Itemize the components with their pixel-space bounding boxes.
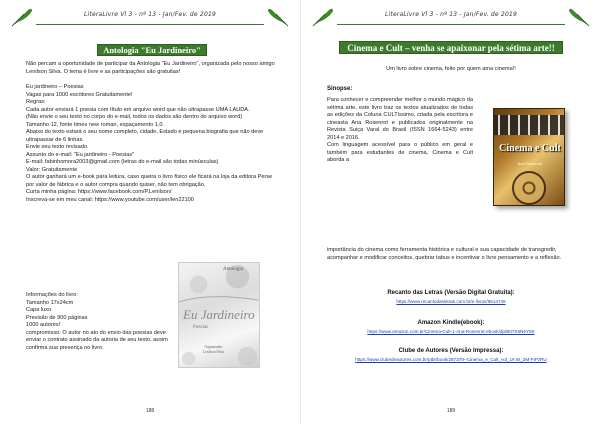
sinopse-paragraph: Para conhecer e compreender melhor o mundo mágico da sétima arte, este livro traz os textos atualizados de todas as edições da Coluna CULTíssimo, criada pela escritora e cineasta Ana Rosenrot e publicados originalmente na Revista Suiça Varal do Brasil (ISSN 1664-5243) entre 2014 e 2016. [327, 97, 473, 141]
cover-title: Eu Jardineiro [183, 307, 255, 322]
quill-icon [311, 6, 335, 28]
film-strip-graphic [494, 115, 565, 135]
text-line: Eu jardineiro – Poesias [26, 84, 84, 90]
sinopse-end-text: importância do cinema como ferramenta histórica e cultural e sua capacidade de transgredir, acompanhar e modificar conceitos, quebrar tabus e incentivar o livre pensamento e a reflexão. [327, 247, 562, 261]
text-line: Envie seu texto revisado. [26, 144, 89, 150]
cover-organizer-name: Lenilson Silva [203, 349, 224, 354]
recanto-link[interactable]: https://www.recantodasletras.com.br/e-livros/6514745 [396, 299, 506, 304]
page-header [311, 4, 591, 30]
header-title: LiteraLivre Vl 3 - nº 13 - Jan/Fev. de 2019 [83, 11, 217, 18]
page-number: 188 [145, 408, 155, 414]
text-line: Tamanho 12, fonte times new roman, espaçamento 1,0. [26, 121, 165, 128]
cover-title: Cinema e Cult [499, 143, 561, 154]
cover-top-text: Antologia [223, 267, 243, 272]
text-line: 1000 autores! [26, 322, 61, 328]
cover-subtitle: Poesias [193, 325, 208, 330]
intro-paragraph: Não percam a oportunidade de participar da Antologia "Eu Jardineiro", organizada pelo nosso amigo Lenilson Silva. O tema é livre e as participações são gratuitas! [26, 61, 275, 75]
cover-organizer-label: Organizador [204, 345, 223, 349]
youtube-link[interactable]: Inscreva-se em meu canal: https://www.youtube.com/user/len22100 [26, 196, 194, 203]
film-reel-icon [512, 171, 546, 205]
tagline: Um livro sobre cinema, feito por quem ama cinema!! [386, 66, 516, 72]
sinopse-text [327, 97, 473, 165]
link-block-clube [311, 348, 591, 362]
page-header [10, 4, 290, 30]
link-block-recanto [311, 290, 591, 304]
book-cover-eu-jardineiro [178, 262, 260, 368]
text-line: compromisso: O autor no ato do envio das poesias deve enviar o contrato assinado da autoria de seu texto, assim confirma sua presença no livro. [26, 329, 168, 351]
link-heading: Clube de Autores (Versão Impressa): [398, 348, 504, 354]
header-title: LiteraLivre Vl 3 - nº 13 - Jan/Fev. de 2019 [384, 11, 518, 18]
clube-link[interactable]: https://www.clubedeautores.com.br/ptbr/book/267379--Cinema_e_Cult_vol_1#.W_2M-FtPzRU [355, 357, 547, 362]
text-line: Tamanho 17x24cm [26, 299, 74, 306]
quill-icon [567, 6, 591, 28]
email-line: E-mail: fabinhomora2003@gmail.com (letras do e-mail são todas minúsculas) [26, 159, 219, 165]
text-line: Informações do livro: [26, 292, 78, 298]
text-line: Assunto do e-mail: "Eu jardineiro - Poesias" [26, 151, 135, 158]
text-line: Capa luxo [26, 307, 52, 313]
book-cover-cinema-e-cult [487, 108, 571, 212]
link-heading: Recanto das Letras (Versão Digital Gratuita): [387, 290, 515, 296]
text-line: Valor: Gratuitamente [26, 166, 78, 173]
right-page [300, 0, 600, 424]
book-info [26, 292, 176, 352]
link-heading: Amazon Kindle(ebook): [417, 320, 485, 326]
cover-author: Ana Rosenrot [517, 161, 543, 166]
header-rule [337, 24, 565, 25]
header-rule [36, 24, 264, 25]
text-line: Previsão de 900 páginas [26, 314, 88, 321]
section-banner: Antologia "Eu Jardineiro" [97, 44, 207, 56]
text-line: Abaixo do texto estará o seu nome completo, cidade, Estado e pequena biografia que não deve ultrapassar de 6 linhas. [26, 129, 264, 143]
text-line: O autor ganhará um e-book para leitura, caso queira o livro físico ele ficará na loja da editora Perse por valor de fábrica e o autor compra quando quiser, não tem obrigação. [26, 174, 273, 188]
section-banner: Cinema e Cult – venha se apaixonar pela sétima arte!! [339, 41, 563, 54]
text-line: Regras: [26, 99, 46, 105]
page-number: 189 [446, 408, 456, 414]
text-line: (Não envie o seu texto no corpo do e-mail, todos os dados são dentro do arquivo word) [26, 114, 243, 120]
facebook-link[interactable]: Curta minha página: https://www.facebook.com/P.Lenilson/ [26, 189, 172, 195]
text-line: Cada autor enviará 1 poesia com título em arquivo word que não ultrapasse UMA LAUDA. [26, 106, 250, 113]
quill-icon [266, 6, 290, 28]
book-3d-image [493, 108, 565, 206]
cover-organizer [203, 345, 224, 354]
sinopse-paragraph-2: Com linguagem acessível para o público em geral e também para estudantes de cinema, Cinema e Cult aborda a [327, 142, 473, 163]
amazon-link[interactable]: https://www.amazon.com.br/Cinema-Cult-1-Ana-Rosenrot-ebook/dp/B07K5N5Y9S [367, 329, 535, 334]
quill-icon [10, 6, 34, 28]
text-line: Vagas para 1000 escritores Gratuitamente! [26, 91, 133, 98]
rules-text [26, 84, 280, 204]
link-block-amazon [311, 320, 591, 334]
sinopse-heading: Sinopse: [327, 86, 353, 92]
